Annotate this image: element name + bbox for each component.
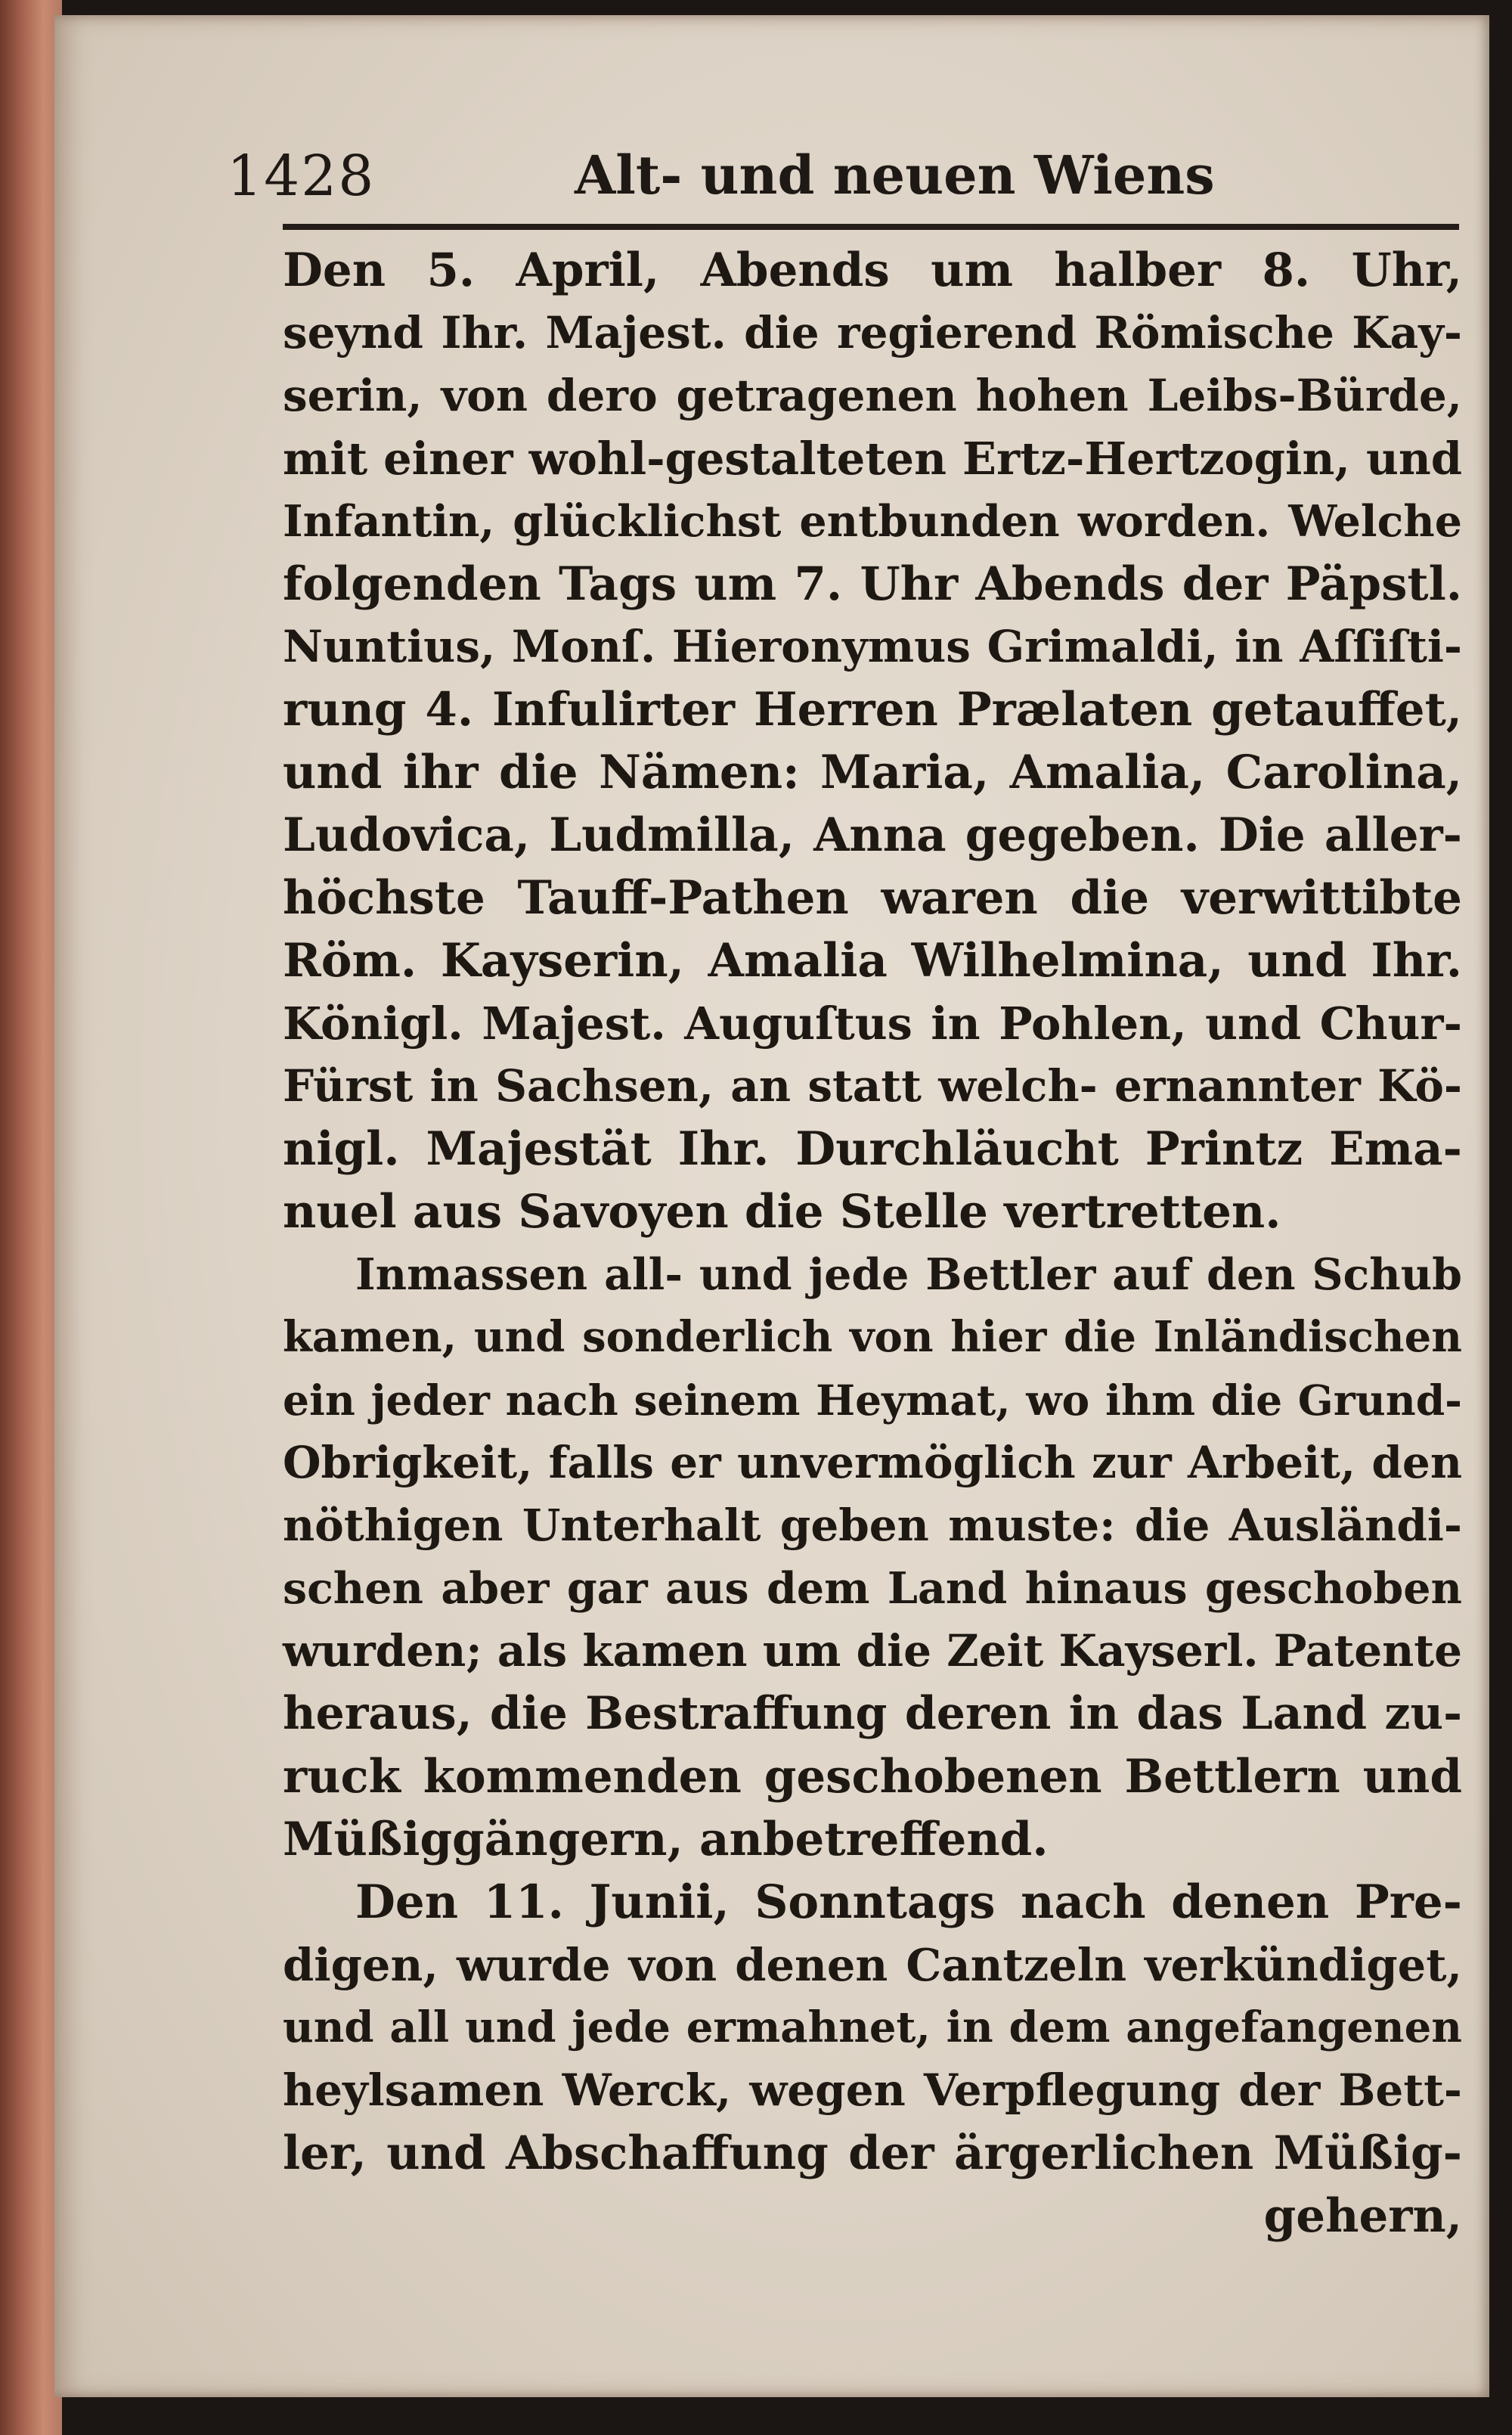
page-header — [227, 144, 1467, 219]
text-line: Ludovica, Ludmilla, Anna gegeben. Die aller- — [283, 808, 1462, 862]
catchword: gehern, — [1263, 2189, 1462, 2243]
text-line: ein jeder nach seinem Heymat, wo ihm die Grund- — [283, 1376, 1462, 1425]
text-line: Obrigkeit, falls er unvermöglich zur Arbeit, den — [283, 1437, 1462, 1488]
header-rule — [283, 224, 1459, 230]
text-line: Müßiggängern, anbetreffend. — [283, 1813, 1049, 1866]
body-text — [283, 239, 1462, 2247]
text-line: nuel aus Savoyen die Stelle vertretten. — [283, 1185, 1281, 1239]
text-line: Inmassen all- und jede Bettler auf den Schub — [355, 1249, 1462, 1300]
text-line: und ihr die Nämen: Maria, Amalia, Carolina, — [283, 746, 1462, 799]
book-binding-edge — [0, 0, 62, 2435]
text-line: heraus, die Bestraffung deren in das Land zu- — [283, 1687, 1462, 1740]
text-line: Nuntius, Monſ. Hieronymus Grimaldi, in Aſſiſti- — [283, 621, 1462, 672]
text-line: nöthigen Unterhalt geben muste: die Ausländi- — [283, 1500, 1462, 1551]
text-line: höchste Tauff-Pathen waren die verwittibte — [283, 871, 1462, 925]
text-line: nigl. Majestät Ihr. Durchläucht Printz Ema- — [283, 1122, 1462, 1176]
text-line: ler, und Abschaffung der ärgerlichen Müßig- — [283, 2126, 1462, 2180]
text-line: Königl. Majest. Auguſtus in Pohlen, und Chur- — [283, 997, 1462, 1050]
running-title: Alt- und neuen Wiens — [575, 144, 1215, 206]
text-line: kamen, und sonderlich von hier die Inländischen — [283, 1312, 1462, 1362]
text-line: seynd Ihr. Majest. die regierend Römische Kay- — [283, 307, 1462, 358]
text-line: Röm. Kayserin, Amalia Wilhelmina, und Ihr. — [283, 934, 1462, 988]
text-line: serin, von dero getragenen hohen Leibs-Bürde, — [283, 370, 1462, 421]
text-line: schen aber gar aus dem Land hinaus geschoben — [283, 1563, 1462, 1614]
text-line: ruck kommenden geschobenen Bettlern und — [283, 1750, 1462, 1804]
text-line: wurden; als kamen um die Zeit Kayserl. Patente — [283, 1625, 1462, 1677]
text-line: digen, wurde von denen Cantzeln verkündiget, — [283, 1939, 1462, 1991]
text-line: heylsamen Werck, wegen Verpflegung der Bett- — [283, 2064, 1462, 2116]
text-line: Den 5. April, Abends um halber 8. Uhr, — [283, 244, 1462, 297]
page-number: 1428 — [227, 144, 376, 209]
text-line: Fürst in Sachsen, an statt welch- ernannter Kö- — [283, 1060, 1462, 1112]
text-line: und all und jede ermahnet, in dem angefangenen — [283, 2002, 1462, 2052]
text-line: Infantin, glücklichst entbunden worden. Welche — [283, 496, 1462, 547]
text-line: folgenden Tags um 7. Uhr Abends der Päpstl. — [283, 557, 1462, 611]
text-line: Den 11. Junii, Sonntags nach denen Pre- — [355, 1875, 1462, 1929]
text-line: mit einer wohl-gestalteten Ertz-Hertzogin, und — [283, 433, 1462, 485]
text-line: rung 4. Infulirter Herren Prælaten getauffet, — [283, 683, 1462, 737]
